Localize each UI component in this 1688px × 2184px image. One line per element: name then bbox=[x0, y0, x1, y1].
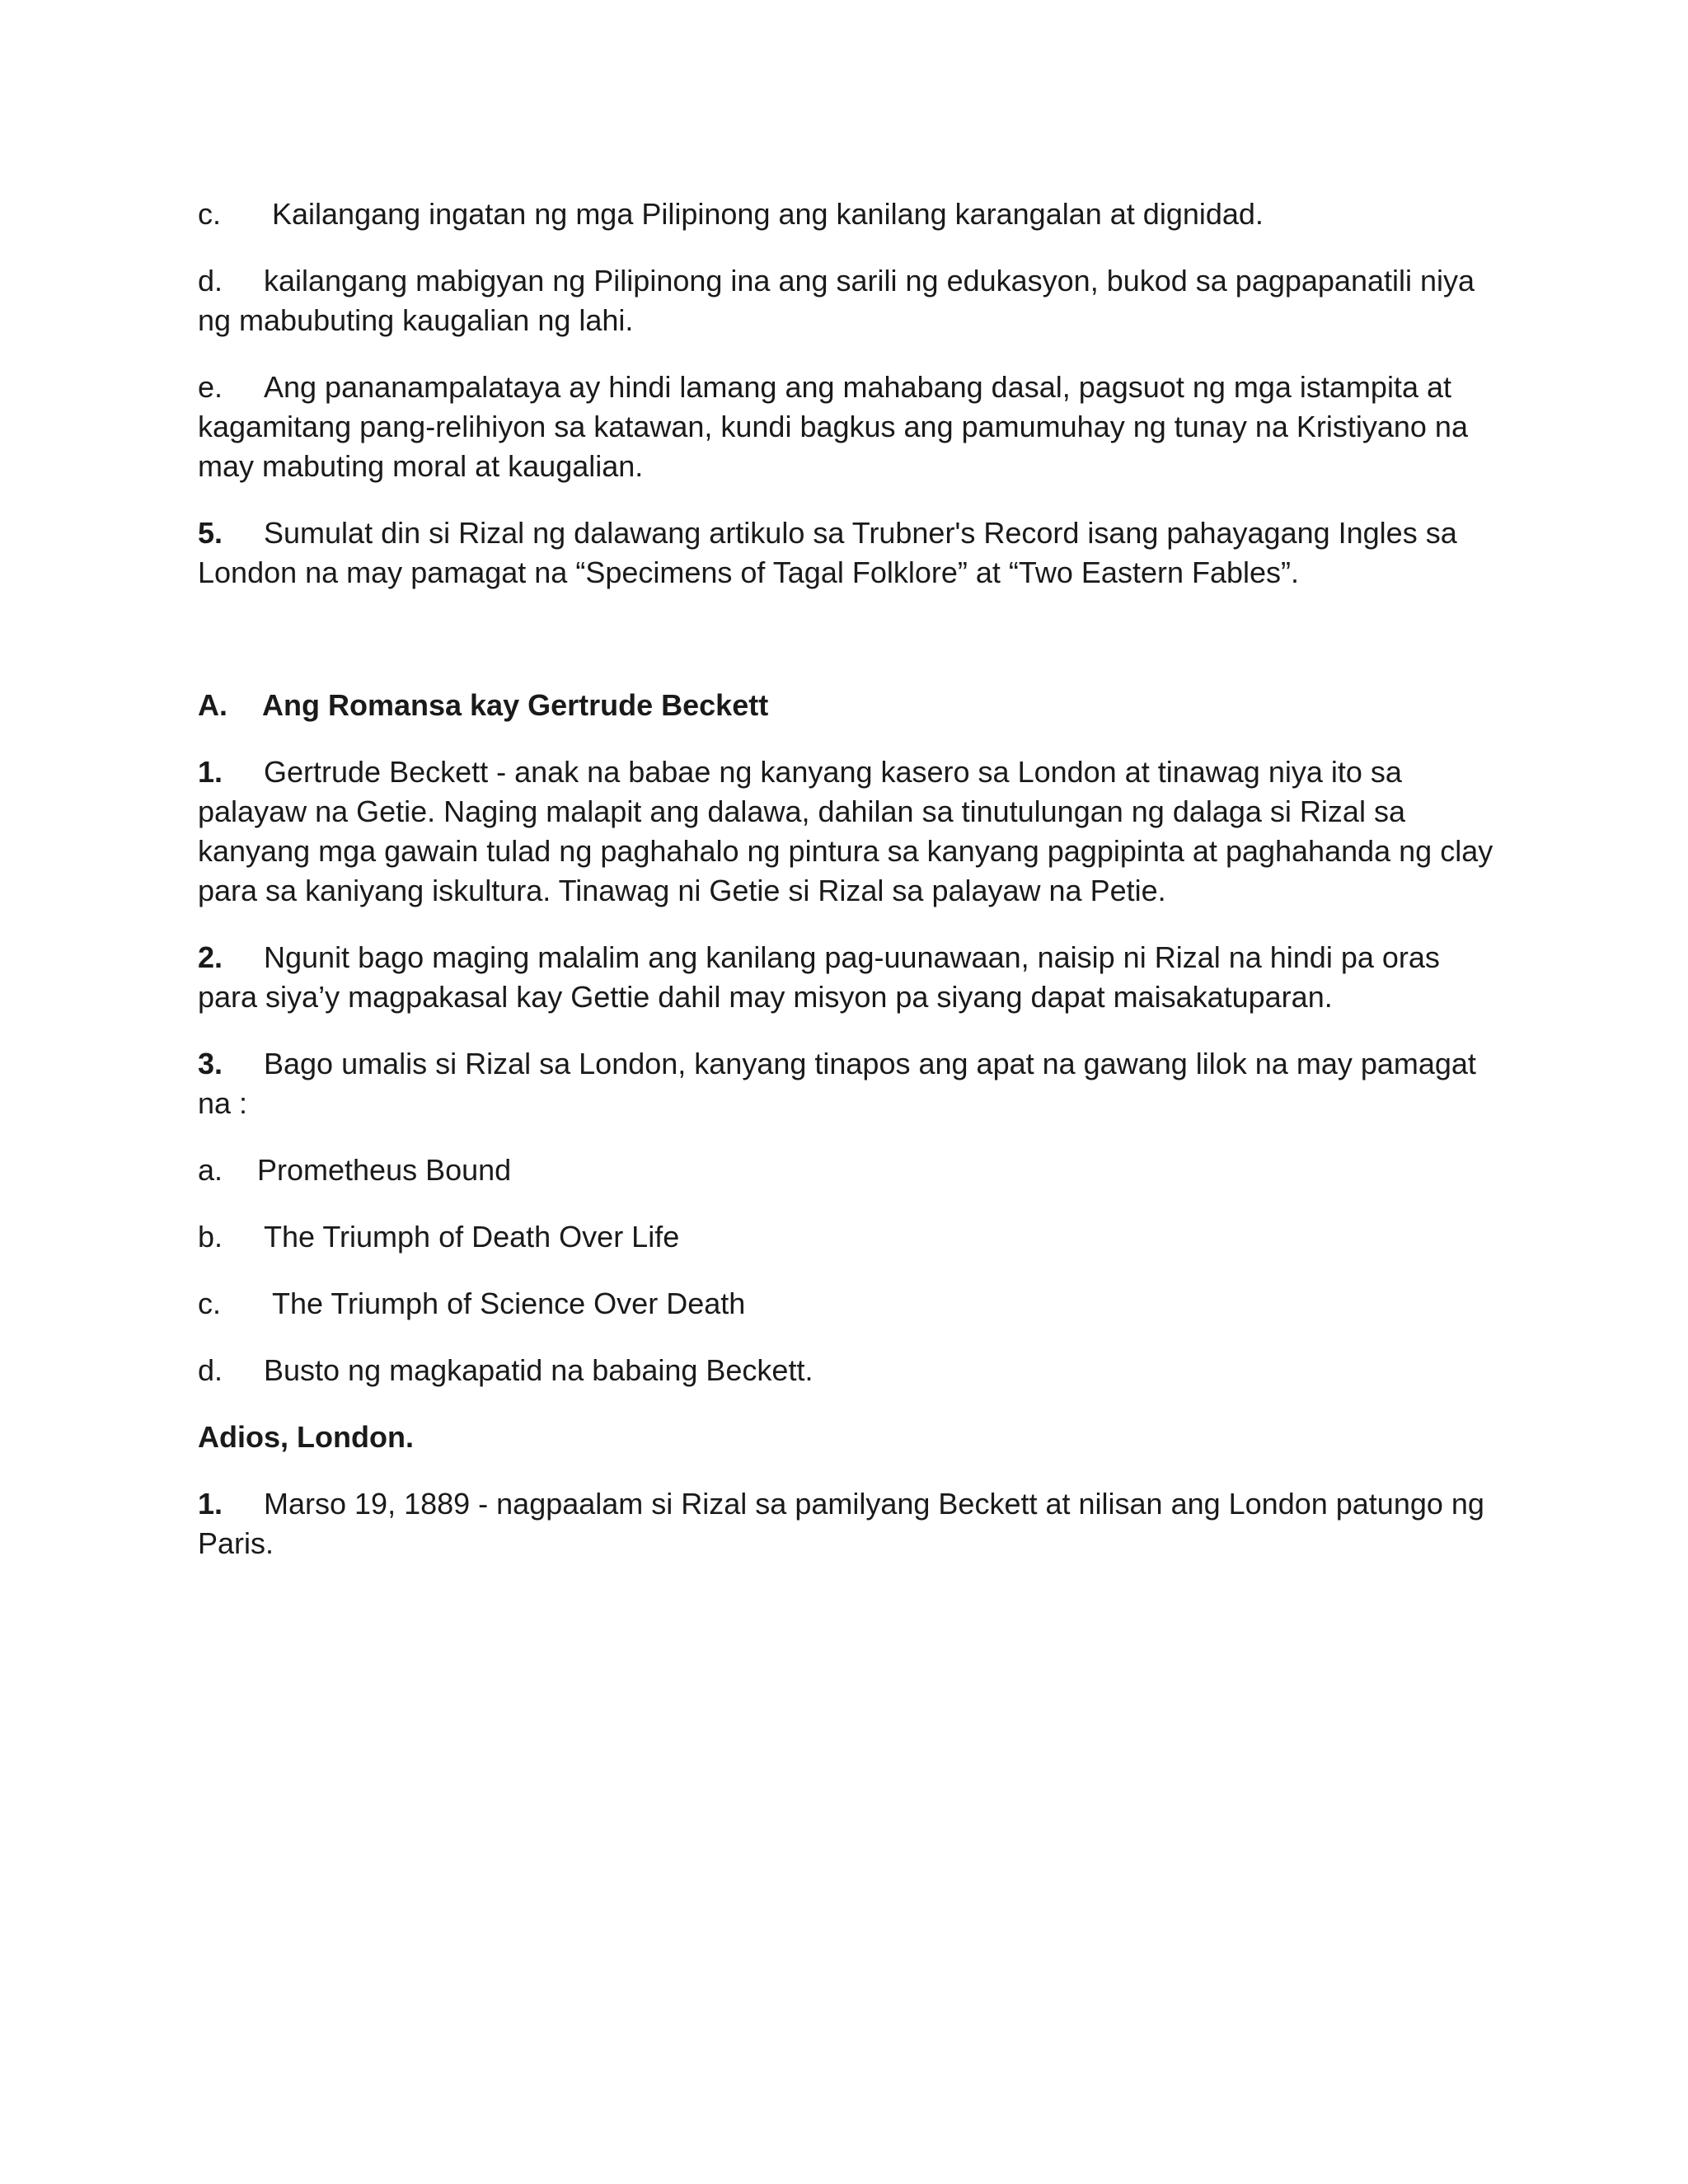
section-heading-adios bbox=[198, 1418, 1500, 1457]
list-marker: b. bbox=[198, 1220, 223, 1254]
numbered-item-1-adios bbox=[198, 1484, 1500, 1563]
list-marker: d. bbox=[198, 1353, 223, 1387]
section-heading-a bbox=[198, 686, 1500, 725]
list-marker: d. bbox=[198, 264, 223, 298]
list-marker: a. bbox=[198, 1153, 223, 1187]
list-item-text: Kailangang ingatan ng mga Pilipinong ang kanilang karangalan at dignidad. bbox=[272, 197, 1264, 231]
section-marker: A. bbox=[198, 688, 227, 722]
number-marker: 1. bbox=[198, 1487, 223, 1521]
number-marker: 5. bbox=[198, 516, 223, 550]
number-marker: 1. bbox=[198, 755, 223, 789]
numbered-item-3 bbox=[198, 1044, 1500, 1123]
number-marker: 2. bbox=[198, 940, 223, 974]
numbered-item-1 bbox=[198, 752, 1500, 911]
list-item-text: Busto ng magkapatid na babaing Beckett. bbox=[264, 1353, 814, 1387]
list-marker: c. bbox=[198, 1286, 222, 1320]
numbered-item-5 bbox=[198, 513, 1500, 593]
sculpture-item-c bbox=[198, 1284, 1500, 1324]
numbered-item-text: Ngunit bago maging malalim ang kanilang pag-uunawaan, naisip ni Rizal na hindi pa oras para siya’y magpakasal kay Gettie dahil may misyon pa siyang dapat maisakatuparan. bbox=[198, 940, 1440, 1014]
sculpture-item-d bbox=[198, 1351, 1500, 1390]
numbered-item-text: Bago umalis si Rizal sa London, kanyang tinapos ang apat na gawang lilok na may pamagat na : bbox=[198, 1047, 1476, 1120]
numbered-item-text: Sumulat din si Rizal ng dalawang artikulo sa Trubner's Record isang pahayagang Ingles sa London na may pamagat na “Specimens of Tagal Folklore” at “Two Eastern Fables”. bbox=[198, 516, 1457, 589]
list-item-text: The Triumph of Death Over Life bbox=[264, 1220, 680, 1254]
number-marker: 3. bbox=[198, 1047, 223, 1080]
list-item-text: The Triumph of Science Over Death bbox=[272, 1286, 746, 1320]
list-item-e bbox=[198, 368, 1500, 486]
list-item-c bbox=[198, 194, 1500, 234]
list-marker: c. bbox=[198, 197, 222, 231]
list-item-text: kailangang mabigyan ng Pilipinong ina ang sarili ng edukasyon, bukod sa pagpapanatili niya ng mabubuting kaugalian ng lahi. bbox=[198, 264, 1475, 337]
sculpture-item-b bbox=[198, 1217, 1500, 1257]
list-item-text: Prometheus Bound bbox=[257, 1153, 512, 1187]
section-title: Adios, London. bbox=[198, 1420, 414, 1454]
document-page bbox=[198, 194, 1500, 1591]
section-title: Ang Romansa kay Gertrude Beckett bbox=[262, 688, 769, 722]
section-spacer bbox=[198, 620, 1500, 686]
list-item-text: Ang pananampalataya ay hindi lamang ang mahabang dasal, pagsuot ng mga istampita at kagamitang pang-relihiyon sa katawan, kundi bagkus ang pamumuhay ng tunay na Kristiyano na may mabuting moral at kaugalian. bbox=[198, 370, 1468, 483]
list-marker: e. bbox=[198, 370, 223, 404]
sculpture-item-a bbox=[198, 1151, 1500, 1190]
numbered-item-text: Gertrude Beckett - anak na babae ng kanyang kasero sa London at tinawag niya ito sa palayaw na Getie. Naging malapit ang dalawa, dahilan sa tinutulungan ng dalaga si Rizal sa kanyang mga gawain tulad ng paghahalo ng pintura sa kanyang pagpipinta at paghahanda ng clay para sa kaniyang iskultura. Tinawag ni Getie si Rizal sa palayaw na Petie. bbox=[198, 755, 1493, 907]
numbered-item-text: Marso 19, 1889 - nagpaalam si Rizal sa pamilyang Beckett at nilisan ang London patungo ng Paris. bbox=[198, 1487, 1484, 1560]
numbered-item-2 bbox=[198, 938, 1500, 1017]
list-item-d bbox=[198, 261, 1500, 340]
